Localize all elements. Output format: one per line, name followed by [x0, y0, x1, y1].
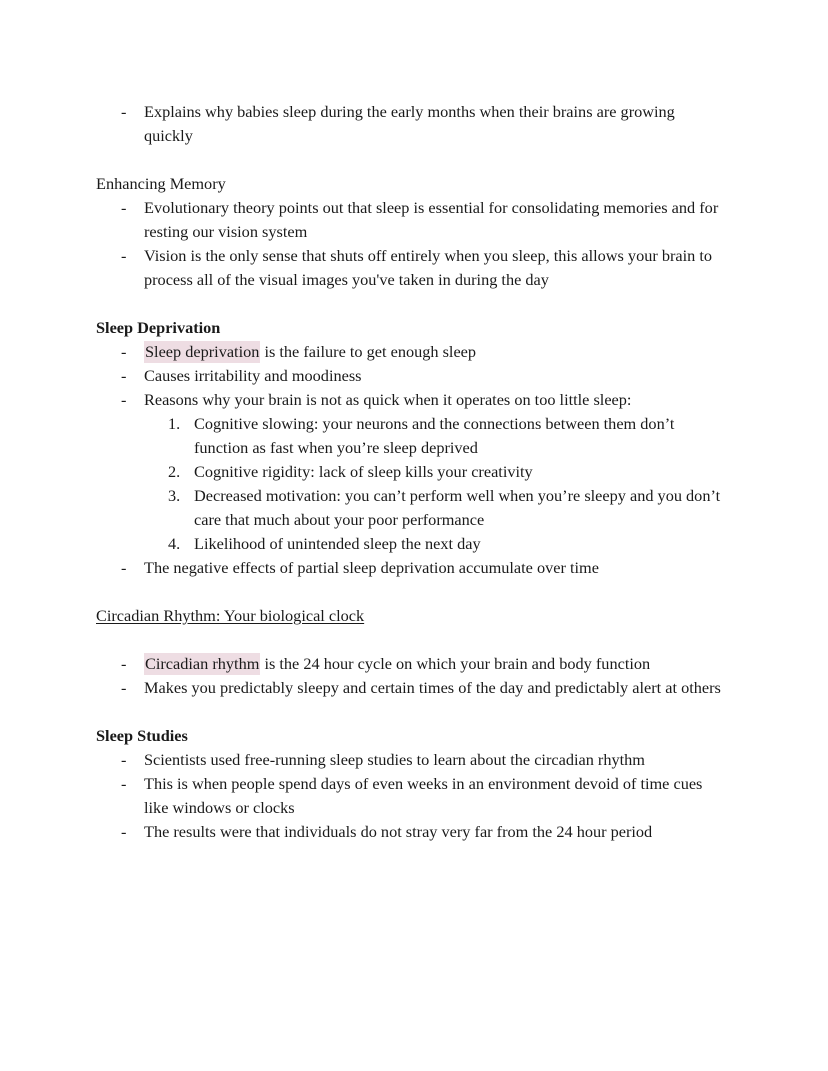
section-heading: Circadian Rhythm: Your biological clock [96, 606, 365, 625]
list-item-text: The results were that individuals do not stray very far from the 24 hour period [144, 822, 653, 841]
list-item [96, 676, 727, 700]
numbered-list-item [96, 484, 727, 532]
blank-line [96, 292, 727, 316]
section-heading: Sleep Deprivation [96, 318, 221, 337]
list-item [96, 244, 727, 292]
dash-bullet-marker: - [121, 774, 127, 793]
dash-bullet-marker: - [121, 390, 127, 409]
list-item [96, 652, 727, 676]
highlighted-term: Circadian rhythm [145, 654, 260, 673]
document-body [96, 100, 727, 844]
number-marker: 3. [168, 486, 181, 505]
blank-line [96, 148, 727, 172]
list-item-text: Causes irritability and moodiness [144, 366, 362, 385]
bullet-list [96, 748, 727, 844]
section-heading: Enhancing Memory [96, 174, 226, 193]
numbered-list-item-text: Likelihood of unintended sleep the next day [194, 534, 481, 553]
list-item [96, 772, 727, 820]
list-item [96, 100, 727, 148]
bullet-list [96, 196, 727, 292]
number-marker: 4. [168, 534, 181, 553]
list-item-text: Evolutionary theory points out that sleep is essential for consolidating memories and for resting our vision system [144, 198, 719, 241]
list-item-text: is the failure to get enough sleep [260, 342, 477, 361]
highlighted-term: Sleep deprivation [145, 342, 260, 361]
bullet-list [96, 100, 727, 148]
bullet-list [96, 556, 727, 580]
list-item-text: The negative effects of partial sleep deprivation accumulate over time [144, 558, 599, 577]
numbered-list-item-text: Decreased motivation: you can’t perform well when you’re sleepy and you don’t care that much about your poor performance [194, 486, 721, 529]
list-item [96, 388, 727, 412]
list-item-text: This is when people spend days of even weeks in an environment devoid of time cues like windows or clocks [144, 774, 703, 817]
dash-bullet-marker: - [121, 246, 127, 265]
numbered-list-item [96, 412, 727, 460]
list-item [96, 748, 727, 772]
list-item-text: is the 24 hour cycle on which your brain and body function [260, 654, 651, 673]
numbered-list [96, 412, 727, 556]
list-item [96, 340, 727, 364]
dash-bullet-marker: - [121, 198, 127, 217]
dash-bullet-marker: - [121, 102, 127, 121]
list-item-text: Scientists used free-running sleep studies to learn about the circadian rhythm [144, 750, 645, 769]
list-item-text: Vision is the only sense that shuts off entirely when you sleep, this allows your brain to process all of the visual images you've taken in during the day [144, 246, 713, 289]
dash-bullet-marker: - [121, 750, 127, 769]
numbered-list-item [96, 532, 727, 556]
list-item [96, 820, 727, 844]
blank-line [96, 628, 727, 652]
list-item [96, 196, 727, 244]
number-marker: 1. [168, 414, 181, 433]
dash-bullet-marker: - [121, 654, 127, 673]
list-item-text: Reasons why your brain is not as quick when it operates on too little sleep: [144, 390, 632, 409]
section-heading: Sleep Studies [96, 726, 188, 745]
bullet-list [96, 340, 727, 412]
numbered-list-item-text: Cognitive slowing: your neurons and the connections between them don’t function as fast when you’re sleep deprived [194, 414, 675, 457]
list-item-text: Makes you predictably sleepy and certain times of the day and predictably alert at others [144, 678, 721, 697]
dash-bullet-marker: - [121, 678, 127, 697]
list-item [96, 364, 727, 388]
dash-bullet-marker: - [121, 366, 127, 385]
blank-line [96, 700, 727, 724]
dash-bullet-marker: - [121, 342, 127, 361]
numbered-list-item [96, 460, 727, 484]
dash-bullet-marker: - [121, 558, 127, 577]
list-item-text: Explains why babies sleep during the early months when their brains are growing quickly [144, 102, 675, 145]
numbered-list-item-text: Cognitive rigidity: lack of sleep kills your creativity [194, 462, 533, 481]
dash-bullet-marker: - [121, 822, 127, 841]
bullet-list [96, 652, 727, 700]
blank-line [96, 580, 727, 604]
number-marker: 2. [168, 462, 181, 481]
list-item [96, 556, 727, 580]
